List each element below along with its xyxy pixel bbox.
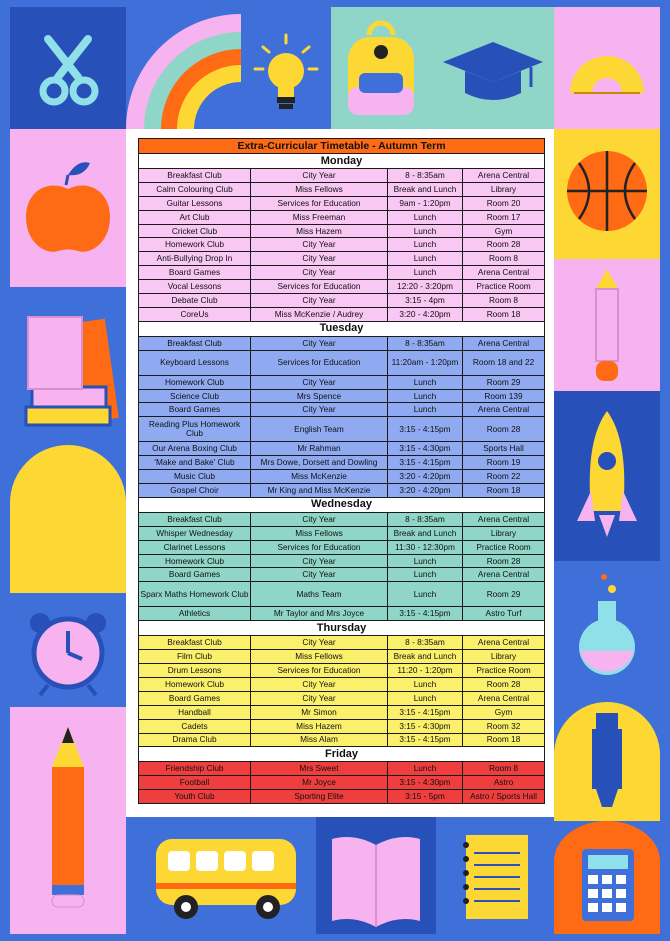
time-cell: 3:15 - 4:15pm [388, 456, 463, 470]
tile-notepad [436, 817, 554, 934]
room-cell: Room 8 [463, 762, 545, 776]
time-cell: 3:20 - 4:20pm [388, 307, 463, 321]
protractor-icon [554, 7, 660, 129]
room-cell: Room 29 [463, 375, 545, 389]
club-cell: Art Club [139, 210, 251, 224]
provider-cell: City Year [251, 266, 388, 280]
room-cell: Arena Central [463, 403, 545, 417]
tile-highlighter [554, 695, 660, 821]
time-cell: 3:15 - 5pm [388, 790, 463, 804]
provider-cell: Miss McKenzie / Audrey [251, 307, 388, 321]
table-row [139, 526, 545, 540]
time-cell: 3:15 - 4:15pm [388, 705, 463, 719]
club-cell: Science Club [139, 389, 251, 403]
pencil-icon [10, 707, 126, 934]
tile-scissors [10, 7, 126, 129]
room-cell: Room 18 and 22 [463, 350, 545, 375]
table-row [139, 691, 545, 705]
table-row [139, 280, 545, 294]
table-row [139, 336, 545, 350]
alarm-clock-icon [10, 593, 126, 707]
tile-apple [10, 129, 126, 287]
table-row [139, 169, 545, 183]
table-row [139, 210, 545, 224]
scissors-icon [10, 7, 126, 129]
club-cell: Drama Club [139, 733, 251, 747]
club-cell: Homework Club [139, 375, 251, 389]
provider-cell: City Year [251, 403, 388, 417]
open-book-icon [316, 817, 436, 934]
club-cell: Cadets [139, 719, 251, 733]
tile-yellow-arch [10, 441, 126, 593]
light-bulb-icon [241, 7, 331, 129]
day-title: Thursday [139, 621, 545, 636]
club-cell: Music Club [139, 470, 251, 484]
club-cell: Guitar Lessons [139, 196, 251, 210]
provider-cell: City Year [251, 512, 388, 526]
room-cell: Arena Central [463, 568, 545, 582]
time-cell: 8 - 8:35am [388, 636, 463, 650]
club-cell: Our Arena Boxing Club [139, 442, 251, 456]
room-cell: Practice Room [463, 664, 545, 678]
provider-cell: City Year [251, 294, 388, 308]
table-row [139, 307, 545, 321]
tile-flask [554, 561, 660, 695]
time-cell: 9am - 1:20pm [388, 196, 463, 210]
table-row [139, 719, 545, 733]
time-cell: 3:15 - 4:15pm [388, 733, 463, 747]
provider-cell: Services for Education [251, 350, 388, 375]
time-cell: 12:20 - 3:20pm [388, 280, 463, 294]
club-cell: Board Games [139, 691, 251, 705]
table-row [139, 403, 545, 417]
room-cell: Arena Central [463, 169, 545, 183]
club-cell: CoreUs [139, 307, 251, 321]
time-cell: 11:20am - 1:20pm [388, 350, 463, 375]
room-cell: Arena Central [463, 266, 545, 280]
room-cell: Arena Central [463, 691, 545, 705]
provider-cell: City Year [251, 252, 388, 266]
club-cell: Athletics [139, 607, 251, 621]
provider-cell: Services for Education [251, 540, 388, 554]
time-cell: Break and Lunch [388, 526, 463, 540]
time-cell: 11:20 - 1:20pm [388, 664, 463, 678]
day-header-monday [139, 154, 545, 169]
provider-cell: Mr Joyce [251, 776, 388, 790]
room-cell: Gym [463, 224, 545, 238]
room-cell: Room 28 [463, 677, 545, 691]
club-cell: Debate Club [139, 294, 251, 308]
room-cell: Room 28 [463, 554, 545, 568]
club-cell: Vocal Lessons [139, 280, 251, 294]
notepad-icon [436, 817, 554, 934]
room-cell: Room 19 [463, 456, 545, 470]
provider-cell: Services for Education [251, 280, 388, 294]
time-cell: 3:15 - 4:30pm [388, 776, 463, 790]
provider-cell: Miss Fellows [251, 526, 388, 540]
tile-pencil-left [10, 707, 126, 934]
provider-cell: Miss McKenzie [251, 470, 388, 484]
room-cell: Room 139 [463, 389, 545, 403]
time-cell: Lunch [388, 677, 463, 691]
timetable-sheet [126, 129, 554, 817]
club-cell: Gospel Choir [139, 484, 251, 498]
club-cell: Cricket Club [139, 224, 251, 238]
time-cell: Lunch [388, 582, 463, 607]
table-row [139, 266, 545, 280]
provider-cell: Miss Freeman [251, 210, 388, 224]
club-cell: Board Games [139, 568, 251, 582]
table-row [139, 417, 545, 442]
provider-cell: City Year [251, 691, 388, 705]
day-title: Monday [139, 154, 545, 169]
day-header-thursday [139, 621, 545, 636]
timetable-title-row [139, 139, 545, 154]
club-cell: Homework Club [139, 677, 251, 691]
provider-cell: Mrs Sweet [251, 762, 388, 776]
room-cell: Room 8 [463, 252, 545, 266]
highlighter-icon [554, 695, 660, 821]
time-cell: Lunch [388, 252, 463, 266]
table-row [139, 568, 545, 582]
apple-icon [10, 129, 126, 287]
provider-cell: Mrs Dowe, Dorsett and Dowling [251, 456, 388, 470]
table-row [139, 238, 545, 252]
room-cell: Room 28 [463, 238, 545, 252]
provider-cell: City Year [251, 375, 388, 389]
time-cell: 3:15 - 4:30pm [388, 442, 463, 456]
table-row [139, 442, 545, 456]
room-cell: Room 18 [463, 307, 545, 321]
tile-books [10, 287, 126, 441]
table-row [139, 375, 545, 389]
time-cell: Lunch [388, 762, 463, 776]
room-cell: Room 18 [463, 733, 545, 747]
tile-backpack [331, 7, 431, 129]
day-title: Wednesday [139, 497, 545, 512]
club-cell: Breakfast Club [139, 512, 251, 526]
tile-basketball [554, 129, 660, 259]
room-cell: Practice Room [463, 540, 545, 554]
provider-cell: City Year [251, 636, 388, 650]
pencil-icon-right [554, 259, 660, 391]
table-row [139, 196, 545, 210]
table-row [139, 677, 545, 691]
table-row [139, 650, 545, 664]
provider-cell: Miss Hazem [251, 224, 388, 238]
time-cell: Lunch [388, 210, 463, 224]
provider-cell: City Year [251, 238, 388, 252]
room-cell: Astro [463, 776, 545, 790]
room-cell: Library [463, 526, 545, 540]
tile-rocket [554, 391, 660, 561]
club-cell: Football [139, 776, 251, 790]
table-row [139, 636, 545, 650]
day-title: Tuesday [139, 321, 545, 336]
club-cell: Breakfast Club [139, 169, 251, 183]
room-cell: Practice Room [463, 280, 545, 294]
room-cell: Room 17 [463, 210, 545, 224]
provider-cell: Mr Rahman [251, 442, 388, 456]
table-row [139, 512, 545, 526]
table-row [139, 554, 545, 568]
table-row [139, 294, 545, 308]
club-cell: Calm Colouring Club [139, 182, 251, 196]
club-cell: Reading Plus Homework Club [139, 417, 251, 442]
table-row [139, 790, 545, 804]
room-cell: Sports Hall [463, 442, 545, 456]
time-cell: 3:20 - 4:20pm [388, 484, 463, 498]
table-row [139, 540, 545, 554]
room-cell: Astro / Sports Hall [463, 790, 545, 804]
club-cell: Keyboard Lessons [139, 350, 251, 375]
table-row [139, 664, 545, 678]
club-cell: Youth Club [139, 790, 251, 804]
room-cell: Room 18 [463, 484, 545, 498]
tile-open-book [316, 817, 436, 934]
time-cell: 3:15 - 4:30pm [388, 719, 463, 733]
provider-cell: Miss Hazem [251, 719, 388, 733]
rainbow-icon [126, 7, 241, 129]
table-row [139, 733, 545, 747]
time-cell: Break and Lunch [388, 650, 463, 664]
provider-cell: Miss Alam [251, 733, 388, 747]
time-cell: 11:30 - 12:30pm [388, 540, 463, 554]
time-cell: 8 - 8:35am [388, 512, 463, 526]
room-cell: Astro Turf [463, 607, 545, 621]
club-cell: Board Games [139, 266, 251, 280]
club-cell: Friendship Club [139, 762, 251, 776]
time-cell: 3:15 - 4:15pm [388, 607, 463, 621]
day-header-wednesday [139, 497, 545, 512]
room-cell: Gym [463, 705, 545, 719]
day-header-tuesday [139, 321, 545, 336]
room-cell: Room 28 [463, 417, 545, 442]
provider-cell: Services for Education [251, 664, 388, 678]
day-title: Friday [139, 747, 545, 762]
room-cell: Room 20 [463, 196, 545, 210]
provider-cell: City Year [251, 169, 388, 183]
club-cell: Whisper Wednesday [139, 526, 251, 540]
timetable-title: Extra-Curricular Timetable - Autumn Term [139, 139, 545, 154]
provider-cell: Services for Education [251, 196, 388, 210]
tile-cap [431, 7, 554, 129]
club-cell: Handball [139, 705, 251, 719]
table-row [139, 224, 545, 238]
provider-cell: Sporting Elite [251, 790, 388, 804]
table-row [139, 252, 545, 266]
books-icon [10, 287, 126, 441]
time-cell: Lunch [388, 266, 463, 280]
time-cell: 8 - 8:35am [388, 336, 463, 350]
room-cell: Room 32 [463, 719, 545, 733]
room-cell: Library [463, 650, 545, 664]
room-cell: Library [463, 182, 545, 196]
calculator-icon [554, 821, 660, 934]
provider-cell: Mr Taylor and Mrs Joyce [251, 607, 388, 621]
tile-bulb [241, 7, 331, 129]
rocket-icon [554, 391, 660, 561]
table-row [139, 705, 545, 719]
time-cell: 3:15 - 4:15pm [388, 417, 463, 442]
table-row [139, 607, 545, 621]
club-cell: Homework Club [139, 238, 251, 252]
time-cell: Lunch [388, 691, 463, 705]
table-row [139, 470, 545, 484]
graduation-cap-icon [431, 7, 554, 129]
provider-cell: Maths Team [251, 582, 388, 607]
table-row [139, 182, 545, 196]
club-cell: Clarinet Lessons [139, 540, 251, 554]
provider-cell: Mrs Spence [251, 389, 388, 403]
room-cell: Arena Central [463, 636, 545, 650]
time-cell: Lunch [388, 403, 463, 417]
club-cell: Board Games [139, 403, 251, 417]
tile-calculator [554, 821, 660, 934]
club-cell: Film Club [139, 650, 251, 664]
time-cell: 3:15 - 4pm [388, 294, 463, 308]
club-cell: Sparx Maths Homework Club [139, 582, 251, 607]
day-header-friday [139, 747, 545, 762]
provider-cell: City Year [251, 554, 388, 568]
table-row [139, 582, 545, 607]
school-bus-icon [126, 817, 316, 934]
tile-rainbow [126, 7, 241, 129]
tile-bus [126, 817, 316, 934]
provider-cell: Mr Simon [251, 705, 388, 719]
basketball-icon [554, 129, 660, 259]
table-row [139, 484, 545, 498]
table-row [139, 456, 545, 470]
provider-cell: City Year [251, 677, 388, 691]
room-cell: Arena Central [463, 336, 545, 350]
tile-clock [10, 593, 126, 707]
room-cell: Room 29 [463, 582, 545, 607]
table-row [139, 776, 545, 790]
time-cell: Lunch [388, 389, 463, 403]
room-cell: Room 8 [463, 294, 545, 308]
time-cell: 8 - 8:35am [388, 169, 463, 183]
provider-cell: Miss Fellows [251, 182, 388, 196]
room-cell: Room 22 [463, 470, 545, 484]
time-cell: Lunch [388, 224, 463, 238]
provider-cell: Mr King and Miss McKenzie [251, 484, 388, 498]
time-cell: Lunch [388, 238, 463, 252]
club-cell: Breakfast Club [139, 336, 251, 350]
time-cell: Lunch [388, 568, 463, 582]
tile-protractor [554, 7, 660, 129]
club-cell: 'Make and Bake' Club [139, 456, 251, 470]
table-row [139, 350, 545, 375]
timetable-table [138, 138, 545, 804]
provider-cell: City Year [251, 336, 388, 350]
flask-icon [554, 561, 660, 695]
provider-cell: English Team [251, 417, 388, 442]
club-cell: Homework Club [139, 554, 251, 568]
time-cell: 3:20 - 4:20pm [388, 470, 463, 484]
room-cell: Arena Central [463, 512, 545, 526]
backpack-icon [331, 7, 431, 129]
provider-cell: City Year [251, 568, 388, 582]
time-cell: Lunch [388, 554, 463, 568]
provider-cell: Miss Fellows [251, 650, 388, 664]
time-cell: Break and Lunch [388, 182, 463, 196]
table-row [139, 762, 545, 776]
club-cell: Drum Lessons [139, 664, 251, 678]
time-cell: Lunch [388, 375, 463, 389]
tile-pencil-right [554, 259, 660, 391]
club-cell: Anti-Bullying Drop In [139, 252, 251, 266]
club-cell: Breakfast Club [139, 636, 251, 650]
table-row [139, 389, 545, 403]
